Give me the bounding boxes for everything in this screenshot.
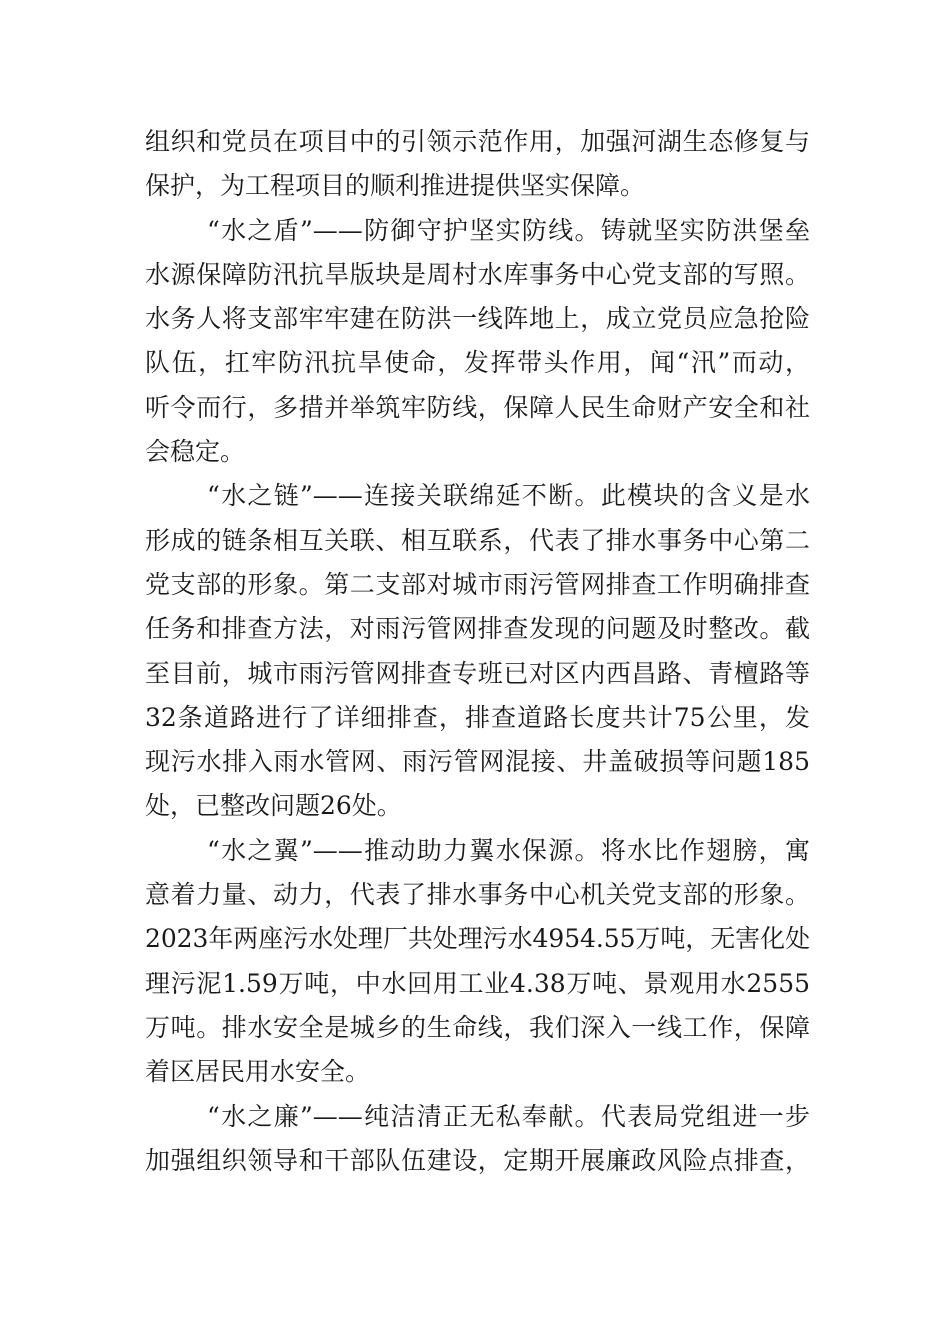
text-line: 意着力量、动力，代表了排水事务中心机关党支部的形象。 (145, 880, 810, 910)
paragraph-heading-line: “水之廉”——纯洁清正无私奉献。代表局党组进一步 (207, 1101, 810, 1131)
paragraph-heading-line: “水之盾”——防御守护坚实防线。铸就坚实防洪堡垒 (207, 215, 810, 245)
text-line: 听令而行，多措并举筑牢防线，保障人民生命财产安全和社 (145, 392, 810, 422)
text-line: 保护，为工程项目的顺利推进提供坚实保障。 (145, 171, 646, 201)
text-line: 水务人将支部牢牢建在防洪一线阵地上，成立党员应急抢险 (145, 304, 810, 334)
text-line: 现污水排入雨水管网、雨污管网混接、井盖破损等问题185 (145, 747, 810, 777)
text-line: 理污泥1.59万吨，中水回用工业4.38万吨、景观用水2555 (145, 968, 810, 998)
text-line: 组织和党员在项目中的引领示范作用，加强河湖生态修复与 (145, 127, 810, 156)
text-line: 会稳定。 (145, 437, 246, 467)
text-line: 2023年两座污水处理厂共处理污水4954.55万吨，无害化处 (145, 924, 810, 954)
text-line: 加强组织领导和干部队伍建设，定期开展廉政风险点排查， (145, 1145, 810, 1175)
text-line: 32条道路进行了详细排查，排查道路长度共计75公里，发 (145, 702, 810, 732)
text-line: 万吨。排水安全是城乡的生命线，我们深入一线工作，保障 (145, 1012, 810, 1042)
text-line: 任务和排查方法，对雨污管网排查发现的问题及时整改。截 (145, 614, 810, 644)
text-line: 队伍，扛牢防汛抗旱使命，发挥带头作用，闻“汛”而动， (145, 348, 810, 378)
text-line: 党支部的形象。第二支部对城市雨污管网排查工作明确排查 (145, 569, 810, 599)
text-line: 着区居民用水安全。 (145, 1057, 371, 1087)
paragraph-heading-line: “水之翼”——推动助力翼水保源。将水比作翅膀，寓 (207, 835, 810, 865)
text-line: 形成的链条相互关联、相互联系，代表了排水事务中心第二 (145, 525, 810, 555)
text-line: 至目前，城市雨污管网排查专班已对区内西昌路、青檀路等 (145, 658, 810, 688)
body-text (145, 120, 810, 1183)
text-line: 水源保障防汛抗旱版块是周村水库事务中心党支部的写照。 (145, 259, 810, 289)
text-line: 处，已整改问题26处。 (145, 791, 402, 821)
paragraph-heading-line: “水之链”——连接关联绵延不断。此模块的含义是水 (207, 481, 810, 511)
